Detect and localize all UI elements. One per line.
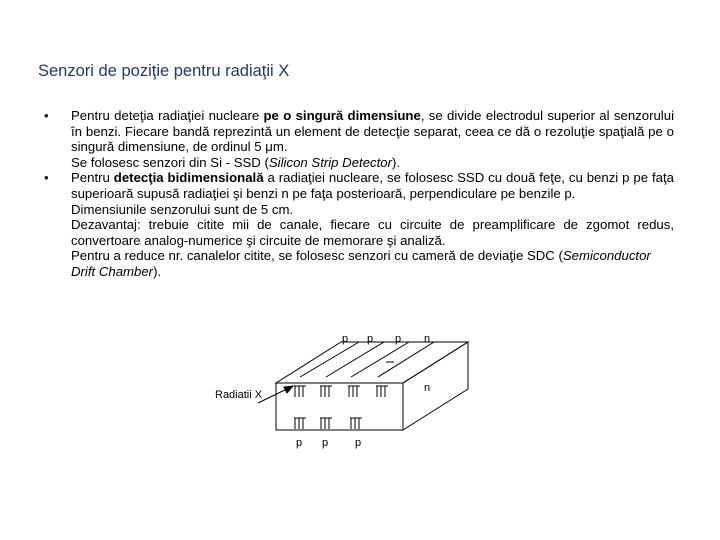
label-side-n: n xyxy=(424,382,431,394)
pin-group xyxy=(294,386,306,397)
pin-group xyxy=(320,418,332,429)
label-top-p2: p xyxy=(367,333,374,345)
pin-group xyxy=(294,418,306,429)
text-run-italic: Silicon Strip Detector xyxy=(268,154,393,170)
text-run: Dezavantaj: trebuie citite mii de canale, fiecare cu circuite de preamplificare de zgomot redus, convertoare analog-numerice şi circuite de memorare şi analiză. xyxy=(71,217,674,248)
text-run: ). xyxy=(392,154,401,170)
strip-line xyxy=(351,342,409,377)
text-run: ). xyxy=(153,263,162,279)
pin-group xyxy=(376,386,388,397)
text-run: Dimensiunile senzorului sunt de 5 cm. xyxy=(71,201,294,217)
pin-group xyxy=(348,386,360,397)
bullet-marker: • xyxy=(44,170,49,186)
slide-title: Senzori de poziţie pentru radiaţii X xyxy=(38,62,290,80)
text-run: Pentru xyxy=(71,170,114,186)
label-top-n: n xyxy=(424,333,431,345)
connector-pins xyxy=(294,386,388,429)
text-run: , se divide electrodul superior al senzorului în benzi. Fiecare bandă reprezintă un element de detecţie separat, ceea ce dă o rezoluţie spaţială pe o singură dimensiune, de ordinul 5 μm. xyxy=(71,108,674,155)
strip-line xyxy=(326,342,384,377)
pin-group xyxy=(320,386,332,397)
top-strips xyxy=(300,342,434,377)
text-run-italic: Semiconductor Drift Chamber xyxy=(71,248,651,279)
text-run: Pentru a reduce nr. canalelor citite, se folosesc senzori cu cameră de deviaţie SDC ( xyxy=(71,248,563,264)
label-bottom-p1: p xyxy=(296,437,303,449)
strip-line xyxy=(378,342,434,377)
strip-line xyxy=(300,342,359,377)
label-top-p3: p xyxy=(395,333,402,345)
label-bottom-p2: p xyxy=(322,437,329,449)
label-top-p1: p xyxy=(342,333,349,345)
text-run: a radiaţiei nucleare, se folosesc SSD cu două feţe, cu benzi p pe faţa superioară supusă radiaţiei şi benzi n pe faţa posterioară, perpendiculare pe benzile p. xyxy=(71,170,674,201)
bullet-marker: • xyxy=(44,108,49,123)
label-radiation: Radiatii X xyxy=(215,389,263,401)
pin-group xyxy=(350,418,362,429)
label-bottom-p3: p xyxy=(355,437,362,449)
text-run-bold: detecţia bidimensională xyxy=(113,170,264,186)
text-run-bold: pe o singură dimensiune xyxy=(263,108,421,123)
text-run: Se folosesc senzori din Si - SSD ( xyxy=(71,154,269,170)
block-top-face xyxy=(276,342,468,383)
text-run: Pentru deteţia radiaţiei nucleare xyxy=(71,108,264,123)
